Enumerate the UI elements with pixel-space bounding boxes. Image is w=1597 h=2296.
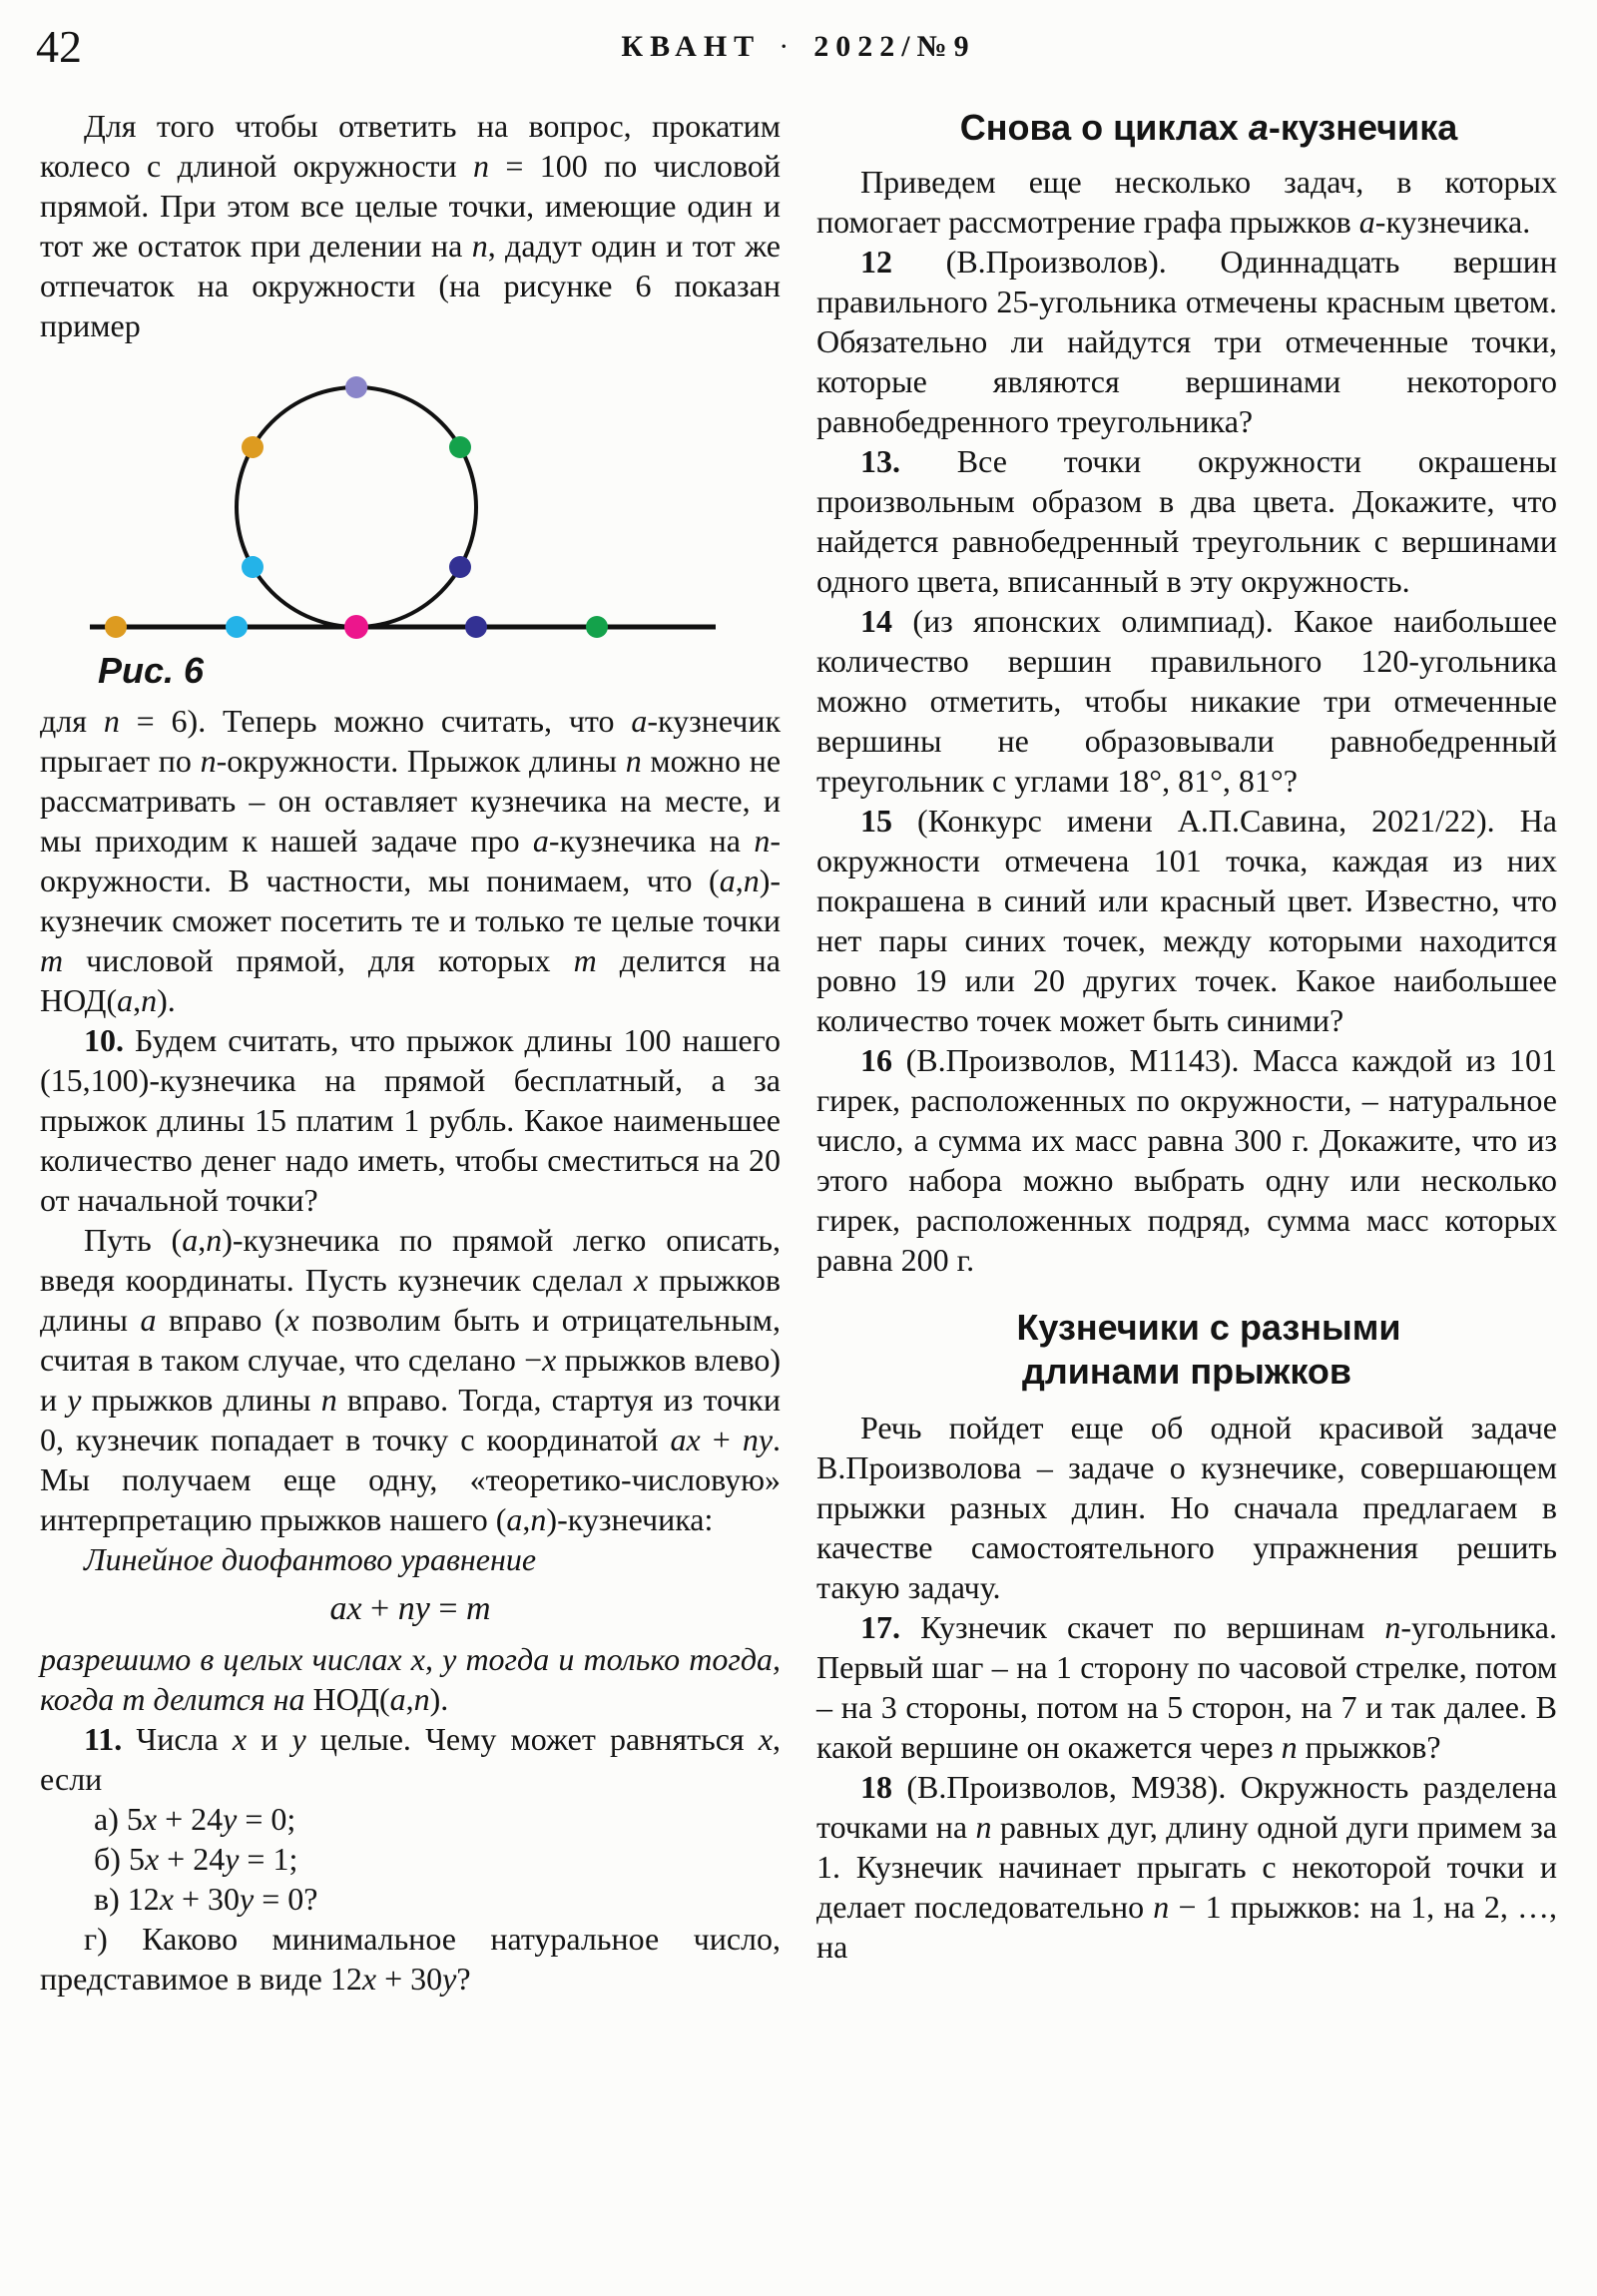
problem-17: 17. Кузнечик скачет по вершинам n-угольника. Первый шаг – на 1 сторону по часовой стрелке, потом – на 3 стороны, потом на 5 сторон, на 7 и так далее. В какой вершине он окажется через n прыжков? [816, 1609, 1557, 1765]
problem-14: 14 (из японских олимпиад). Какое наибольшее количество вершин правильного 120-угольника можно отметить, чтобы никакие три отмеченные вершины не образовывали равнобедренный треугольник с углами 18°, 81°, 81°? [816, 603, 1557, 799]
paragraph-after-figure: для n = 6). Теперь можно считать, что a-кузнечик прыгает по n-окружности. Прыжок длины n можно не рассматривать – он оставляет кузнечика на месте, и мы приходим к нашей задаче про a-кузнечика на n-окружности. В частности, мы понимаем, что (a,n)-кузнечик сможет посетить те и только те целые точки m числовой прямой, для которых m делится на НОД(a,n). [40, 703, 782, 1018]
journal-title: КВАНТ [621, 30, 762, 63]
problem-11-item-g: г) Каково минимальное натуральное число, представимое в виде 12x + 30y? [40, 1921, 781, 1997]
problem-11-item-b: б) 5x + 24y = 1; [94, 1841, 298, 1877]
rolling-circle-diagram [40, 369, 779, 651]
figure-6 [40, 369, 781, 691]
page-number: 42 [36, 21, 82, 72]
lemma-body: разрешимо в целых числах x, y тогда и только тогда, когда m делится на НОД(a,n). [40, 1641, 781, 1717]
figure-caption: Рис. 6 [98, 650, 205, 691]
line-dot-cyan [226, 616, 248, 638]
line-dot-green [586, 616, 608, 638]
problem-13: 13. Все точки окружности окрашены произвольным образом в два цвета. Докажите, что найдется равнобедренный треугольник с вершинами одного цвета, вписанный в эту окружность. [816, 443, 1557, 599]
line-dot-orange [105, 616, 127, 638]
problem-11: 11. Числа x и y целые. Чему может равняться x, если [40, 1721, 782, 1797]
circle-dot-navy [449, 556, 471, 578]
running-head-separator: · [779, 30, 797, 63]
problem-11-item-a: а) 5x + 24y = 0; [94, 1801, 296, 1837]
section-heading-cycles: Снова о циклах a-кузнечика [959, 107, 1458, 148]
problem-16: 16 (В.Произволов, М1143). Масса каждой из 101 гирек, расположенных по окружности, – натуральное число, а сумма их масс равна 300 г. Докажите, что из этого набора можно выбрать одну или несколько гирек, расположенных подряд, сумма масс которых равна 200 г. [816, 1042, 1557, 1278]
problem-15: 15 (Конкурс имени А.П.Савина, 2021/22). На окружности отмечена 101 точка, каждая из них покрашена в синий или красный цвет. Известно, что нет пары синих точек, между которыми находится ровно 19 или 20 других точек. Какое наибольшее количество точек может быть синими? [816, 803, 1557, 1038]
section-heading-lengths: Кузнечики с разными длинами прыжков [1016, 1307, 1401, 1392]
problem-10: 10. Будем считать, что прыжок длины 100 нашего (15,100)-кузнечика на прямой бесплатный, а за прыжок длины 15 платим 1 рубль. Какое наименьшее количество денег надо иметь, чтобы сместиться на 20 от начальной точки? [40, 1022, 781, 1218]
problem-18: 18 (В.Произволов, М938). Окружность разделена точками на n равных дуг, длину одной дуги примем за 1. Кузнечик начинает прыгать с некоторой точки и делает последовательно n − 1 прыжков: на 1, на 2, …, на [816, 1769, 1558, 1965]
line-dot-navy [465, 616, 487, 638]
circle-dot-purple [345, 376, 367, 398]
circle-dot-cyan [242, 556, 264, 578]
circle-dot-green [449, 436, 471, 458]
paragraph-path: Путь (a,n)-кузнечика по прямой легко описать, введя координаты. Пусть кузнечик сделал x прыжков длины a вправо (x позволим быть и отрицательным, считая в таком случае, что сделано −x прыжков влево) и y прыжков длины n вправо. Тогда, стартуя из точки 0, кузнечик попадает в точку с координатой ax + ny. Мы получаем еще одну, «теоретико-числовую» интерпретацию прыжков нашего (a,n)-кузнечика: [40, 1222, 782, 1537]
paragraph-cycles-intro: Приведем еще несколько задач, в которых помогает рассмотрение графа прыжков a-кузнечика. [816, 164, 1557, 240]
problem-12: 12 (В.Произволов). Одиннадцать вершин правильного 25-угольника отмечены красным цветом. Обязательно ли найдутся три отмеченные точки, которые являются вершинами некоторого равнобедренного треугольника? [816, 244, 1557, 439]
paragraph-intro: Для того чтобы ответить на вопрос, прокатим колесо с длиной окружности n = 100 по числовой прямой. При этом все целые точки, имеющие один и тот же остаток при делении на n, дадут один и тот же отпечаток на окружности (на рисунке 6 показан пример [40, 108, 782, 343]
tangent-dot-magenta [344, 615, 368, 639]
lemma-intro: Линейное диофантово уравнение [84, 1541, 537, 1577]
issue-label: 2022/№9 [813, 30, 976, 63]
column-right [816, 106, 1557, 1967]
running-head [0, 30, 1597, 64]
column-left [40, 106, 781, 1999]
circle [237, 387, 476, 627]
diophantine-equation: ax + ny = m [329, 1590, 491, 1627]
paragraph-speech: Речь пойдет еще об одной красивой задаче В.Произволова – задаче о кузнечике, совершающем прыжки разных длин. Но сначала предлагаем в качестве самостоятельного упражнения решить такую задачу. [816, 1410, 1557, 1605]
circle-dot-orange [242, 436, 264, 458]
problem-11-item-v: в) 12x + 30y = 0? [94, 1881, 318, 1917]
